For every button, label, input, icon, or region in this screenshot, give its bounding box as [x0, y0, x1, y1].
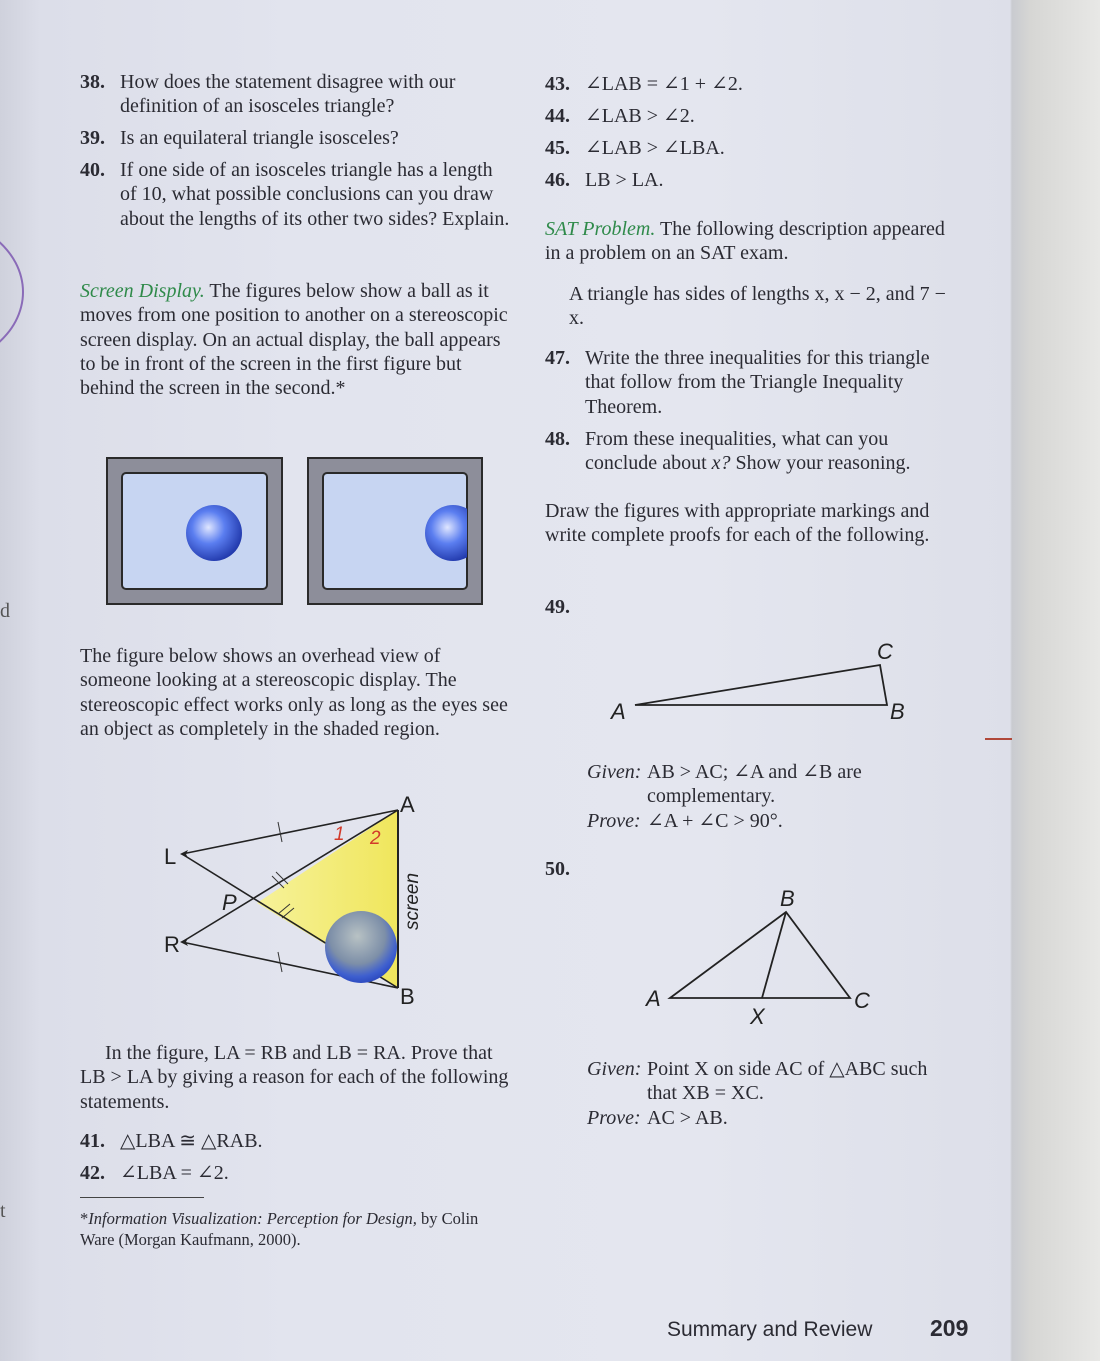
exercise-50-number	[545, 857, 965, 881]
label-A: A	[646, 986, 661, 1011]
exercise-number: 39.	[80, 127, 105, 149]
label-P: P	[222, 890, 237, 915]
prove-label: Prove:	[587, 809, 641, 832]
label-A: A	[400, 792, 415, 817]
given-text: AB > AC; ∠A and ∠B are complementary.	[647, 761, 862, 808]
sat-body: The following description appeared in a problem on an SAT exam.	[545, 218, 945, 265]
label-L: L	[164, 844, 177, 869]
exercise-text: ∠LAB > ∠LBA.	[585, 137, 725, 159]
exercise-47	[545, 346, 935, 419]
label-X: X	[750, 1004, 765, 1029]
exercise-44	[545, 104, 965, 128]
exercise-number: 46.	[545, 169, 570, 191]
exercise-50-given-prove	[587, 1057, 932, 1130]
prove-text: AC > AB.	[647, 1106, 728, 1129]
exercise-text: △LBA ≅ △RAB.	[120, 1130, 263, 1152]
proof-intro-paragraph	[80, 1041, 510, 1114]
angle-label-1: 1	[334, 824, 345, 845]
exercise-text-b: Show your reasoning.	[730, 452, 911, 475]
proof-intro-text: In the figure, LA = RB and LB = RA. Prove that LB > LA by giving a reason for each of the following statements.	[80, 1042, 509, 1113]
exercise-46	[545, 168, 965, 192]
exercise-48	[545, 427, 965, 476]
page-number: 209	[930, 1315, 969, 1341]
exercise-38	[80, 70, 510, 119]
footnote-rule	[80, 1197, 204, 1198]
exercise-50-figure	[640, 880, 890, 1030]
given-label: Given:	[587, 1058, 642, 1080]
overhead-view-figure	[160, 790, 430, 1010]
screen-display-body: The figures below show a ball as it moves from one position to another on a stereoscopic screen display. On an actual display, the ball appears to be in front of the screen in the first figure but behind the screen in the second.*	[80, 280, 508, 400]
label-B: B	[400, 984, 415, 1009]
ball-in-front	[186, 505, 242, 561]
given-text: Point X on side AC of △ABC such that XB = XC.	[647, 1058, 928, 1105]
label-B: B	[780, 886, 795, 911]
exercise-49-figure	[605, 635, 915, 730]
screen-frame-behind	[308, 458, 482, 604]
exercise-49-number	[545, 595, 965, 619]
exercise-number: 49.	[545, 596, 570, 618]
gutter-letter-t: t	[0, 1200, 6, 1222]
exercise-number: 45.	[545, 137, 570, 159]
footnote-title: Information Visualization: Perception for Design,	[88, 1209, 417, 1228]
footnote-rest: by Colin Ware (Morgan Kaufmann, 2000).	[80, 1209, 479, 1249]
prove-text: ∠A + ∠C > 90°.	[647, 809, 783, 832]
exercise-text: Is an equilateral triangle isosceles?	[120, 127, 399, 149]
exercise-42	[80, 1161, 510, 1185]
exercise-number: 40.	[80, 159, 105, 181]
exercise-text: How does the statement disagree with our definition of an isosceles triangle?	[120, 71, 456, 118]
margin-dash	[985, 738, 1012, 740]
exercise-text: LB > LA.	[585, 169, 664, 191]
exercise-43	[545, 72, 965, 96]
screen-display-heading: Screen Display.	[80, 280, 205, 302]
exercise-number: 47.	[545, 347, 570, 369]
exercise-text: Write the three inequalities for this triangle that follow from the Triangle Inequality Theorem.	[585, 347, 930, 418]
exercise-text: If one side of an isosceles triangle has a length of 10, what possible conclusions can you draw about the lengths of its other two sides? Explain.	[120, 159, 510, 230]
exercise-40	[80, 158, 510, 231]
label-screen: screen	[402, 872, 423, 930]
exercise-text: ∠LBA = ∠2.	[120, 1162, 229, 1184]
label-C: C	[877, 639, 893, 664]
angle-label-2: 2	[370, 828, 381, 849]
exercise-number: 41.	[80, 1130, 105, 1152]
exercise-number: 50.	[545, 858, 570, 880]
footer-section-title: Summary and Review	[667, 1318, 873, 1341]
exercise-41	[80, 1129, 510, 1153]
label-A: A	[611, 699, 626, 724]
exercise-39	[80, 126, 510, 150]
footnote-star: *	[80, 1209, 89, 1228]
exercise-number: 43.	[545, 73, 570, 95]
sat-quote-text: A triangle has sides of lengths x, x − 2, and 7 − x.	[569, 283, 946, 330]
label-B: B	[890, 699, 905, 724]
gutter-letter-d: d	[0, 600, 10, 622]
sat-paragraph	[545, 217, 945, 266]
exercise-text: ∠LAB > ∠2.	[585, 105, 695, 127]
draw-figures-text: Draw the figures with appropriate markings and write complete proofs for each of the following.	[545, 500, 930, 547]
ball-overhead	[325, 911, 397, 983]
sat-heading: SAT Problem.	[545, 218, 656, 240]
exercise-number: 38.	[80, 71, 105, 93]
exercise-number: 48.	[545, 428, 570, 450]
label-C: C	[854, 988, 870, 1013]
exercise-number: 44.	[545, 105, 570, 127]
screen-display-paragraph	[80, 279, 510, 400]
exercise-45	[545, 136, 965, 160]
screen-frame-front	[107, 458, 282, 604]
prove-label: Prove:	[587, 1106, 641, 1129]
draw-figures-paragraph	[545, 499, 950, 548]
label-R: R	[164, 932, 180, 957]
overhead-text: The figure below shows an overhead view of someone looking at a stereoscopic display. The stereoscopic effect works only as long as the eyes see an object as completely in the shaded region.	[80, 645, 508, 740]
exercise-49-given-prove	[587, 760, 927, 833]
sat-quote	[569, 282, 949, 331]
exercise-number: 42.	[80, 1162, 105, 1184]
exercise-text: ∠LAB = ∠1 + ∠2.	[585, 73, 743, 95]
given-label: Given:	[587, 761, 642, 783]
exercise-text-a: From these inequalities, what can you conclude about	[585, 428, 889, 475]
exercise-variable: x?	[711, 452, 731, 475]
screen-display-figures	[106, 457, 486, 607]
footnote	[80, 1208, 480, 1250]
overhead-paragraph	[80, 644, 510, 741]
